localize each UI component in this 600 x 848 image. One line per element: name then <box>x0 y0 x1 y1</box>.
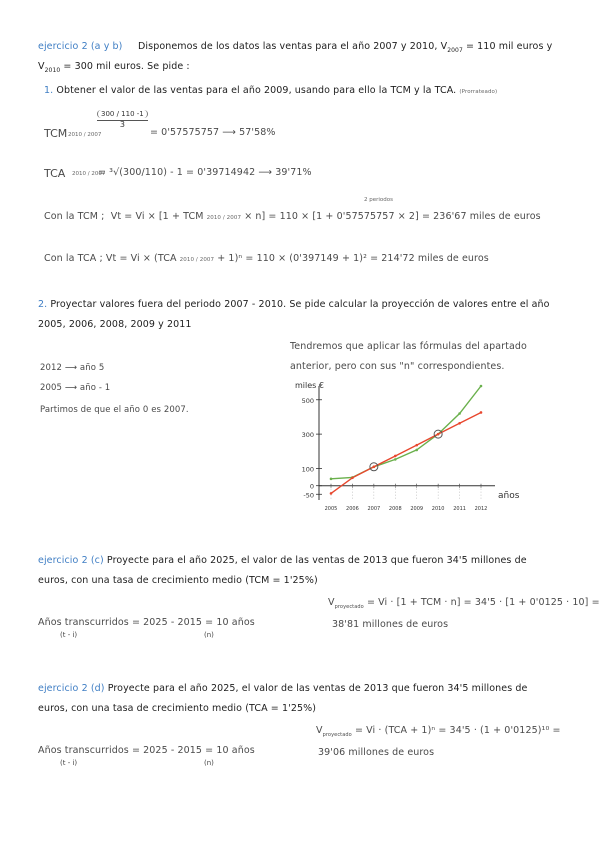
series-point-2 <box>458 422 461 425</box>
q2-number: 2. <box>38 299 48 310</box>
note-right-line2: anterior, pero con sus "n" correspondientes. <box>290 361 505 372</box>
series-point-1 <box>330 478 333 481</box>
section4-formula-tail: = Vi · (TCA + 1)ⁿ = 34'5 · (1 + 0'0125)¹⁰ = <box>354 725 561 736</box>
chart-ylabel: miles € <box>295 381 324 390</box>
section3-line1 <box>38 556 527 566</box>
intro-line2-sub: 2010 <box>44 66 61 74</box>
section3-text-line2: euros, con una tasa de crecimiento medio (TCM = 1'25%) <box>38 575 318 586</box>
section4-formula <box>316 726 561 738</box>
tca-label: TCA <box>44 167 66 180</box>
series-line-2 <box>331 413 481 494</box>
y-tick-label: -50 <box>303 491 314 500</box>
series-point-2 <box>437 433 440 436</box>
section3-years-sub-left: (t - i) <box>60 631 78 639</box>
section4-text-line1: Proyecte para el año 2025, el valor de las ventas de 2013 que fueron 34'5 millones de <box>107 683 528 694</box>
section1-intro-line2 <box>38 62 190 74</box>
chart-xlabel: años <box>498 491 520 501</box>
tcm-label: TCM <box>44 127 68 140</box>
x-tick-label: 2007 <box>367 506 381 512</box>
section4-years-sub-left: (t - i) <box>60 759 78 767</box>
section4-tag: ejercicio 2 (d) <box>38 683 105 694</box>
intro-line1-sub: 2007 <box>447 46 463 54</box>
series-point-2 <box>394 455 397 458</box>
map-line1: 2012 ⟶ año 5 <box>40 363 105 373</box>
series-point-2 <box>330 492 333 495</box>
x-tick-label: 2012 <box>474 506 488 512</box>
with-tcm-line <box>44 212 541 222</box>
section3-text-line1: Proyecte para el año 2025, el valor de las ventas de 2013 que fueron 34'5 millones de <box>106 555 527 566</box>
tcm-sub: 2010 / 2007 <box>68 132 102 138</box>
y-tick-label: 300 <box>301 431 314 440</box>
intro-line2-tail: = 300 mil euros. Se pide : <box>63 61 190 72</box>
intro-line1-text: Disponemos de los datos las ventas para el año 2007 y 2010, V <box>138 41 448 52</box>
series-point-2 <box>351 476 354 479</box>
q1-text: Obtener el valor de las ventas para el año 2009, usando para ello la TCM y la TCA. <box>56 85 457 96</box>
with-tca-label: Con la TCA ; <box>44 253 103 264</box>
x-tick-label: 2011 <box>453 506 466 512</box>
section4-formula-sub: proyectado <box>322 731 352 738</box>
with-tcm-sub: 2010 / 2007 <box>206 215 242 221</box>
q1-note: (Prorrateado) <box>459 89 498 95</box>
x-tick-label: 2005 <box>324 506 338 512</box>
section3-tag: ejercicio 2 (c) <box>38 555 104 566</box>
series-point-1 <box>394 458 397 461</box>
section3-formula-v: V <box>328 597 335 608</box>
series-point-1 <box>458 412 461 415</box>
with-tca-formula: Vt = Vi × (TCA <box>105 253 177 264</box>
with-tca-sub: 2010 / 2007 <box>179 257 215 263</box>
section4-years: Años transcurridos = 2025 - 2015 = 10 años <box>38 745 255 756</box>
intro-line1-tail: = 110 mil euros y <box>465 41 553 52</box>
with-tca-tail: + 1)ⁿ = 110 × (0'397149 + 1)² = 214'72 miles de euros <box>217 253 489 264</box>
section3-formula-tail: = Vi · [1 + TCM · n] = 34'5 · [1 + 0'0125 · 10] = <box>366 597 600 608</box>
q2-line1 <box>38 300 550 310</box>
q2-text-line1: Proyectar valores fuera del periodo 2007 - 2010. Se pide calcular la proyección de valores entre el año <box>50 299 550 310</box>
x-tick-label: 2010 <box>431 506 445 512</box>
tca-sub: 2010 / 2007 <box>72 171 106 177</box>
x-tick-label: 2008 <box>388 506 402 512</box>
series-line-1 <box>331 386 481 479</box>
q1-line <box>44 86 497 96</box>
with-tcm-formula: Vt = Vi × [1 + TCM <box>110 211 204 222</box>
chart-points <box>330 385 483 495</box>
y-tick-label: 0 <box>309 482 314 491</box>
section4-result: 39'06 millones de euros <box>318 747 435 758</box>
tcm-fraction <box>97 110 148 129</box>
q1-number: 1. <box>44 85 54 96</box>
x-tick-label: 2009 <box>410 506 424 512</box>
section3-formula-sub: proyectado <box>334 603 364 610</box>
with-tcm-label: Con la TCM ; <box>44 211 105 222</box>
with-tca-line <box>44 254 489 264</box>
intro-line2-v: V <box>38 61 45 72</box>
section4-text-line2: euros, con una tasa de crecimiento medio (TCA = 1'25%) <box>38 703 317 714</box>
series-point-2 <box>480 411 483 414</box>
section3-formula <box>328 598 600 610</box>
y-tick-label: 100 <box>301 465 314 474</box>
projection-chart <box>285 378 530 518</box>
section1-intro-line1 <box>138 42 552 54</box>
section3-result: 38'81 millones de euros <box>332 619 449 630</box>
with-tcm-note: 2 periodos <box>364 197 393 203</box>
tcm-fraction-minus: -1 <box>136 110 144 118</box>
series-point-2 <box>373 465 376 468</box>
section3-years-sub-right: (n) <box>204 631 214 639</box>
section4-years-sub-right: (n) <box>204 759 214 767</box>
x-tick-label: 2006 <box>346 506 359 512</box>
start-note: Partimos de que el año 0 es 2007. <box>40 405 189 415</box>
section4-formula-v: V <box>316 725 323 736</box>
tca-result: = ³√(300/110) - 1 = 0'39714942 ⟶ 39'71% <box>98 167 312 178</box>
q2-text-line2: 2005, 2006, 2008, 2009 y 2011 <box>38 319 192 330</box>
series-point-1 <box>480 385 483 388</box>
with-tcm-tail: × n] = 110 × [1 + 0'57575757 × 2] = 236'67 miles de euros <box>244 211 541 222</box>
y-tick-label: 500 <box>301 396 314 405</box>
series-point-1 <box>415 449 418 452</box>
tcm-den: 3 <box>97 120 148 129</box>
tcm-fraction-num: 300 / 110 <box>101 110 135 118</box>
map-line2: 2005 ⟶ año - 1 <box>40 383 111 393</box>
section4-line1 <box>38 684 527 694</box>
tcm-result: = 0'57575757 ⟶ 57'58% <box>150 127 276 138</box>
series-point-2 <box>415 444 418 447</box>
section3-years: Años transcurridos = 2025 - 2015 = 10 años <box>38 617 255 628</box>
section1-tag: ejercicio 2 (a y b) <box>38 41 123 52</box>
note-right-line1: Tendremos que aplicar las fórmulas del apartado <box>290 341 527 352</box>
